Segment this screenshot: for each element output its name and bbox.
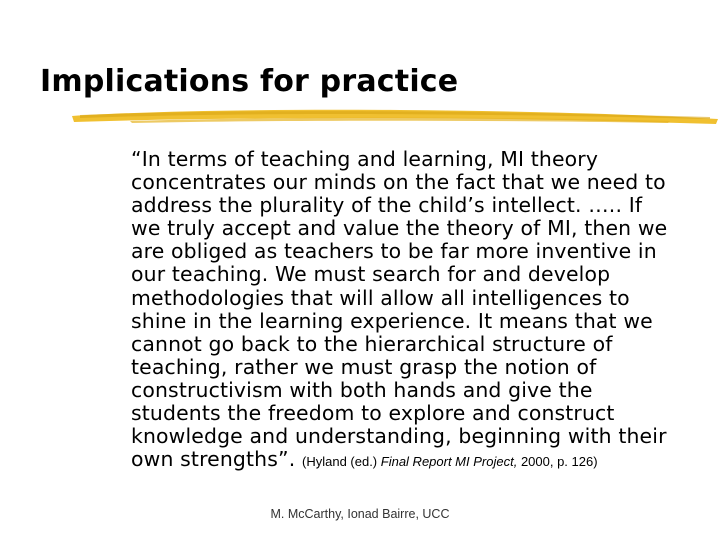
quote-line: we truly accept and value the theory of MI, then we [131,216,668,241]
slide-title: Implications for practice [40,64,459,99]
citation [302,454,598,469]
quote-line: are obliged as teachers to be far more inventive in [131,239,657,264]
footer-credit: M. McCarthy, Ionad Bairre, UCC [270,507,450,521]
quote-line: concentrates our minds on the fact that we need to [131,170,666,195]
citation-work: Final Report MI Project, [380,454,518,470]
quote-line: students the freedom to explore and construct [131,401,615,426]
citation-prefix: (Hyland (ed.) [302,454,378,470]
quote-line: shine in the learning experience. It means that we [131,308,653,333]
quote-line: teaching, rather we must grasp the notion of [131,354,597,379]
title-underline-stroke [70,102,720,132]
quote-line: our teaching. We must search for and develop [131,262,611,287]
quote-last-line [131,448,706,473]
citation-suffix: 2000, p. 126) [520,454,598,470]
quote-line: constructivism with both hands and give the [131,377,593,402]
quote-line: cannot go back to the hierarchical structure of [131,331,613,356]
quote-line: address the plurality of the child’s intellect. ….. If [131,193,643,218]
quote-text [131,148,706,473]
quote-end-text: own strengths”. [131,447,296,472]
quote-line: “In terms of teaching and learning, MI theory [131,147,599,171]
quote-line: methodologies that will allow all intelligences to [131,285,630,310]
quote-line: knowledge and understanding, beginning with their [131,424,667,449]
